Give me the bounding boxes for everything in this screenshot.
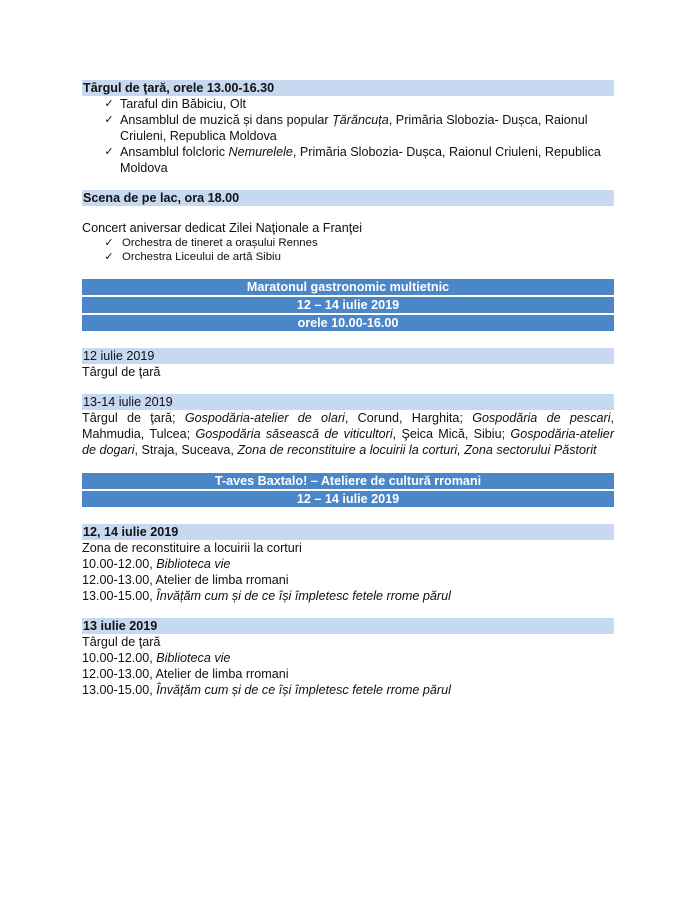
- schedule-line: 13.00-15.00, Învățăm cum și de ce își împletesc fetele rrome părul: [82, 589, 451, 603]
- list-item: ✓ Orchestra Liceului de artă Sibiu: [102, 250, 614, 264]
- day-locations-paragraph: Târgul de ţară; Gospodăria-atelier de olari, Corund, Harghita; Gospodăria de pescari, Mahmudia, Tulcea; Gospodăria săsească de viticultori, Şeica Mică, Sibiu; Gospodăria-atelier de dogari, Straja, Suceava, Zona de reconstituire a locuirii la corturi, Zona sectorului Păstorit: [82, 411, 615, 457]
- list-item: ✓ Ansamblul folcloric Nemurelele, Primăria Slobozia- Dușca, Raionul Criuleni, Republica Moldova: [102, 144, 614, 176]
- check-mark-icon: ✓: [104, 114, 114, 126]
- banner-title: Maratonul gastronomic multietnic: [82, 278, 614, 296]
- check-mark-icon: ✓: [104, 98, 114, 110]
- concert-title: Concert aniversar dedicat Zilei Naţionale a Franţei: [82, 221, 362, 235]
- list-item: ✓ Orchestra de tineret a orașului Rennes: [102, 236, 614, 250]
- banner-title: T-aves Baxtalo! – Ateliere de cultură rromani: [82, 472, 614, 490]
- day-location: Târgul de ţară: [82, 635, 161, 649]
- targ-performers-list: [82, 96, 614, 176]
- orchestra-list: [82, 236, 614, 264]
- date-bar: 13-14 iulie 2019: [82, 394, 614, 410]
- program-content: [82, 80, 614, 698]
- check-mark-icon: ✓: [104, 146, 114, 158]
- list-item: ✓ Taraful din Băbiciu, Olt: [102, 96, 614, 112]
- check-mark-icon: ✓: [104, 237, 114, 249]
- day-location: Târgul de ţară: [82, 365, 161, 379]
- list-item: ✓ Ansamblul de muzică și dans popular Țărăncuța, Primăria Slobozia- Dușca, Raionul Criuleni, Republica Moldova: [102, 112, 614, 144]
- date-bar: 13 iulie 2019: [82, 618, 614, 634]
- schedule-line: 13.00-15.00, Învățăm cum și de ce își împletesc fetele rrome părul: [82, 683, 451, 697]
- check-mark-icon: ✓: [104, 251, 114, 263]
- section-heading-targ: Târgul de ţară, orele 13.00-16.30: [82, 80, 614, 96]
- banner-dates: 12 – 14 iulie 2019: [82, 296, 614, 314]
- day-location: Zona de reconstituire a locuirii la corturi: [82, 541, 302, 555]
- date-bar: 12, 14 iulie 2019: [82, 524, 614, 540]
- section-heading-scena: Scena de pe lac, ora 18.00: [82, 190, 614, 206]
- date-bar: 12 iulie 2019: [82, 348, 614, 364]
- banner-taves: [82, 472, 614, 508]
- schedule-line: 10.00-12.00, Biblioteca vie: [82, 557, 231, 571]
- banner-maraton: [82, 278, 614, 332]
- schedule-line: 12.00-13.00, Atelier de limba rromani: [82, 573, 289, 587]
- schedule-line: 12.00-13.00, Atelier de limba rromani: [82, 667, 289, 681]
- banner-hours: orele 10.00-16.00: [82, 314, 614, 332]
- banner-dates: 12 – 14 iulie 2019: [82, 490, 614, 508]
- schedule-line: 10.00-12.00, Biblioteca vie: [82, 651, 231, 665]
